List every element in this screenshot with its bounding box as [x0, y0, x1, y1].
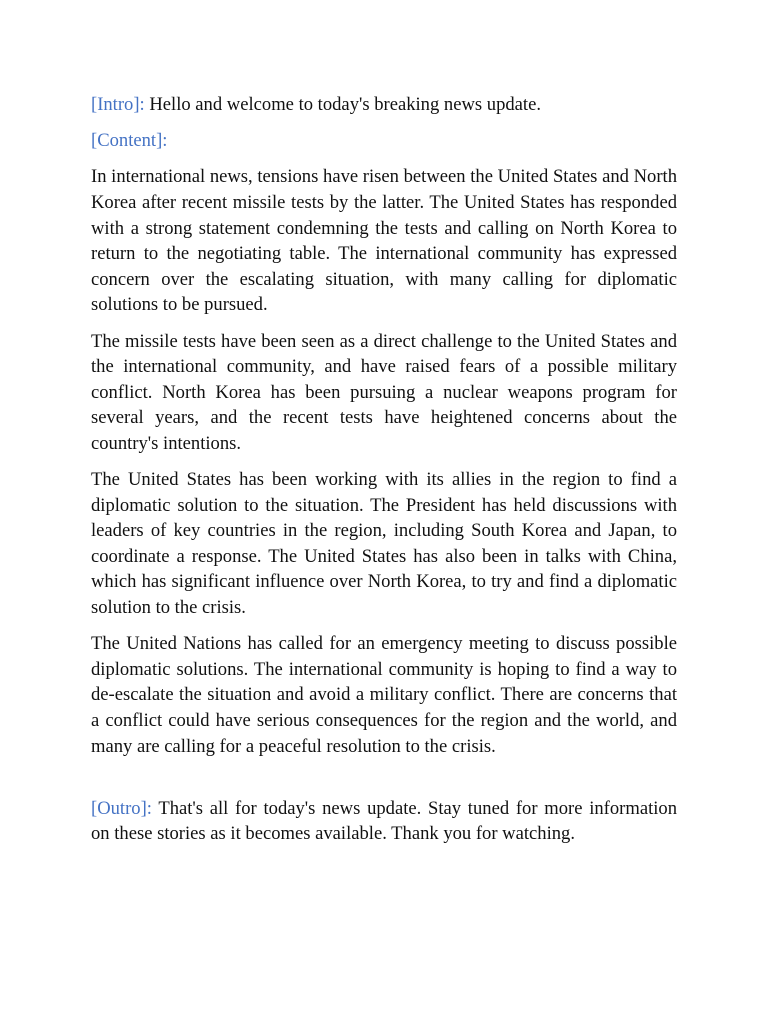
- intro-label: [Intro]:: [91, 94, 145, 115]
- section-spacer: [91, 770, 677, 796]
- outro-label: [Outro]:: [91, 797, 152, 819]
- script-body: [91, 92, 677, 858]
- outro-text: That's all for today's news update. Stay tuned for more information on these stories as it becomes available. Thank you for watching.: [91, 797, 677, 845]
- intro-line: [91, 92, 677, 118]
- content-paragraph-2: The missile tests have been seen as a direct challenge to the United States and the international community, and have raised fears of a possible military conflict. North Korea has been pursuing a nuclear weapons program for several years, and the recent tests have heightened concerns about the country's intentions.: [91, 330, 677, 454]
- content-paragraph-1: In international news, tensions have risen between the United States and North Korea after recent missile tests by the latter. The United States has responded with a strong statement condemning the tests and calling on North Korea to return to the negotiating table. The international community has expressed concern over the escalating situation, with many calling for diplomatic solutions to be pursued.: [91, 166, 677, 316]
- content-heading: [91, 128, 677, 154]
- outro-line: [91, 796, 677, 847]
- content-paragraph-4: The United Nations has called for an emergency meeting to discuss possible diplomatic solutions. The international community is hoping to find a way to de-escalate the situation and avoid a military conflict. There are concerns that a conflict could have serious consequences for the region and the world, and many are calling for a peaceful resolution to the crisis.: [91, 633, 677, 757]
- content-label: [Content]:: [91, 130, 168, 152]
- content-paragraph-3: The United States has been working with its allies in the region to find a diplomatic solution to the situation. The President has held discussions with leaders of key countries in the region, including South Korea and Japan, to coordinate a response. The United States has also been in talks with China, which has significant influence over North Korea, to try and find a diplomatic solution to the crisis.: [91, 469, 677, 619]
- intro-text: Hello and welcome to today's breaking news update.: [144, 94, 541, 115]
